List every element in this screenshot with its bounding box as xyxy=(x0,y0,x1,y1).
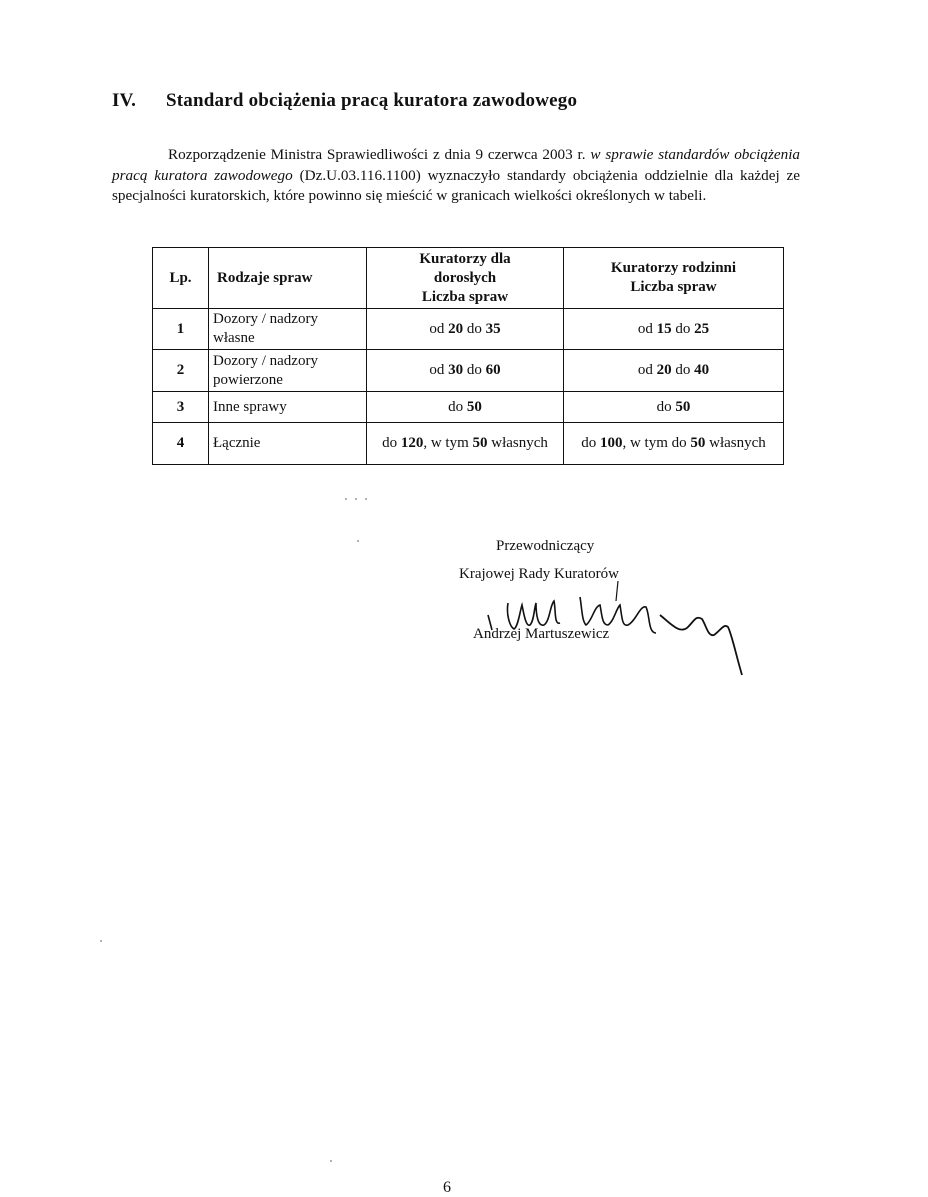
scan-speck xyxy=(345,498,347,500)
handwritten-signature-icon xyxy=(470,575,760,685)
header-lp: Lp. xyxy=(153,248,209,309)
scan-speck xyxy=(357,540,359,542)
scan-speck xyxy=(365,498,367,500)
paragraph-text-1: Rozporządzenie Ministra Sprawiedliwości z dnia 9 czerwca 2003 r. xyxy=(168,146,591,163)
page-number: 6 xyxy=(443,1179,451,1196)
header-adult-line2: dorosłych xyxy=(433,269,497,286)
row-lp: 3 xyxy=(153,392,209,423)
row-family: do 50 xyxy=(564,392,784,423)
row-type: Inne sprawy xyxy=(209,392,367,423)
workload-standards-table xyxy=(152,247,784,465)
section-title: Standard obciążenia pracą kuratora zawodowego xyxy=(166,90,578,111)
row-adult: od 20 do 35 xyxy=(367,309,564,350)
paragraph-text-2: (Dz.U.03.116.1100) wyznaczyło standardy obciążenia oddzielnie dla każdej ze specjalności kuratorskich, które powinno się mieścić w granicach wielkości określonych w tabeli. xyxy=(112,166,800,204)
signature-name: Andrzej Martuszewicz xyxy=(473,626,610,642)
header-family xyxy=(564,248,784,309)
row-adult: do 120, w tym 50 własnych xyxy=(367,423,564,465)
row-adult: do 50 xyxy=(367,392,564,423)
signature-organization: Krajowej Rady Kuratorów xyxy=(459,566,619,582)
header-type: Rodzaje spraw xyxy=(209,248,367,309)
row-type: Dozory / nadzory własne xyxy=(209,309,367,350)
row-lp: 2 xyxy=(153,350,209,392)
table-header-row xyxy=(153,248,784,309)
row-lp: 1 xyxy=(153,309,209,350)
scan-speck xyxy=(330,1160,332,1162)
intro-paragraph xyxy=(112,145,800,207)
row-type: Łącznie xyxy=(209,423,367,465)
table-row xyxy=(153,309,784,350)
header-adult xyxy=(367,248,564,309)
row-adult: od 30 do 60 xyxy=(367,350,564,392)
header-adult-line3: Liczba spraw xyxy=(421,288,509,305)
signature-role: Przewodniczący xyxy=(496,538,595,554)
row-type: Dozory / nadzory powierzone xyxy=(209,350,367,392)
scan-speck xyxy=(355,498,357,500)
header-family-line2: Liczba spraw xyxy=(630,279,717,295)
header-family-line1: Kuratorzy rodzinni xyxy=(610,260,737,276)
header-adult-line1: Kuratorzy dla xyxy=(419,250,511,267)
section-heading xyxy=(112,90,577,112)
scan-speck xyxy=(100,940,102,942)
row-family: od 20 do 40 xyxy=(564,350,784,392)
regulation-title: w sprawie standardów obciążenia pracą kuratora zawodowego xyxy=(112,146,801,184)
table-row xyxy=(153,392,784,423)
row-family: do 100, w tym do 50 własnych xyxy=(564,423,784,465)
table-row xyxy=(153,350,784,392)
table-row xyxy=(153,423,784,465)
row-family: od 15 do 25 xyxy=(564,309,784,350)
row-lp: 4 xyxy=(153,423,209,465)
section-number: IV. xyxy=(112,90,137,111)
